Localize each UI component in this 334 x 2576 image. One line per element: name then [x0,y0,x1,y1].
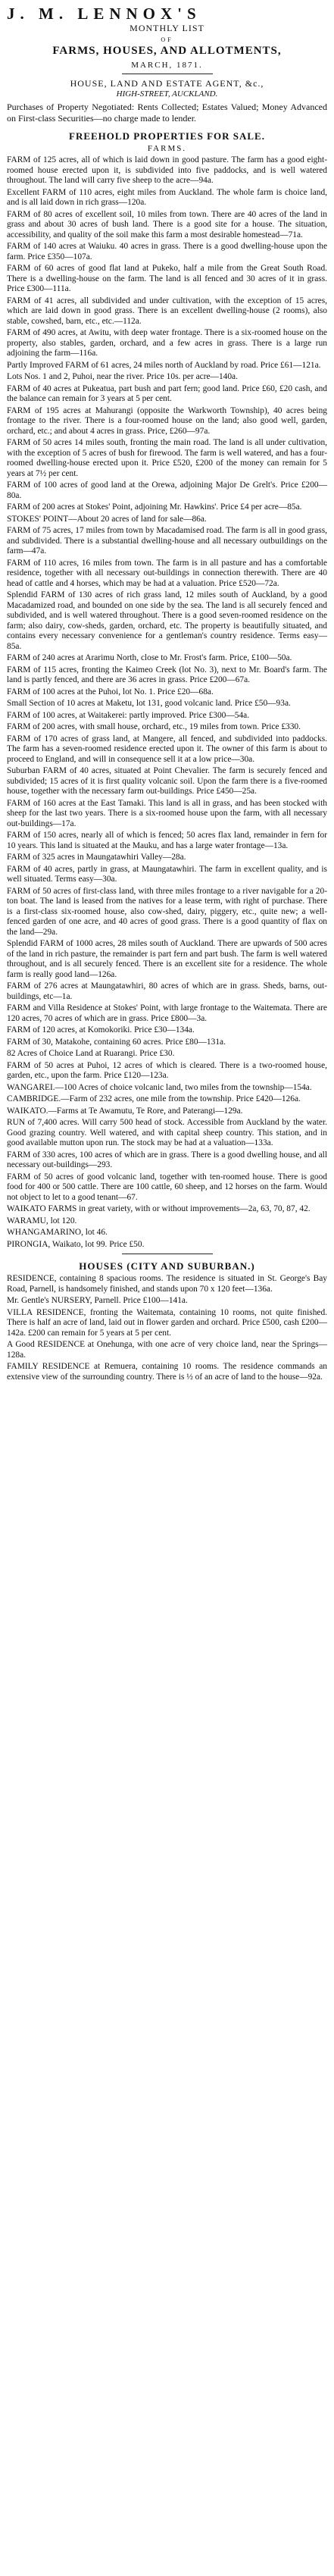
list-title: FARMS, HOUSES, AND ALLOTMENTS, [52,45,282,57]
listing-item: FARM of 200 acres, with small house, orchard, etc., 19 miles from town. Price £330. [7,722,301,731]
listing-item: Suburban FARM of 40 acres, situated at Point Chevalier. The farm is securely fenced and subdivided; 15 acres of it is first quality volcanic soil. Upon the farm there is a five-roomed house, together with the necessary farm out-buildings. Price £450—25a. [7,766,327,796]
listing-item: Lots Nos. 1 and 2, Puhoi, near the river. Price 10s. per acre—140a. [7,372,238,381]
listing-item: FARM of 115 acres, fronting the Kaimeo Creek (lot No. 3), next to Mr. Board's farm. The land is partly fenced, and there are 36 acres in grass. Price £200—67a. [7,665,327,684]
listing-item: FARM of 40 acres, partly in grass, at Maungatawhiri. The farm in excellent quality, and is well situated. Terms easy—30a. [7,864,327,884]
farms-subtitle: FARMS. [147,144,187,153]
listing-item: FARM of 80 acres of excellent soil, 10 miles from town. There are 40 acres of the land in grass and about 30 acres of bush land. There is a good site for a house. The situation, accessibility, and quality of the soil make this farm a most desirable homestead—71a. [7,209,327,239]
listing-item: FARM of 195 acres at Mahurangi (opposite the Warkworth Township), 40 acres being frontage to the river. There is a four-roomed house on the land; also good well, garden, orchard, etc.; and about 4 acres in grass. Price, £260—97a. [7,405,327,436]
listing-item: FARM of 100 acres at the Puhoi, lot No. 1. Price £20—68a. [7,687,214,696]
listing-item: WANGAREI.—100 Acres of choice volcanic land, two miles from the township—154a. [7,1082,312,1092]
listing-item: STOKES' POINT—About 20 acres of land for sale—86a. [7,514,207,524]
listing-item: WAIKATO FARMS in great variety, with or without improvements—2a, 63, 70, 87, 42. [7,1204,311,1213]
listing-item: FARM of 50 acres at Puhoi, 12 acres of which is cleared. There is a two-roomed house, garden, etc., upon the farm. Price £120—123a. [7,1060,327,1080]
listing-item: Mr. Gentle's NURSERY, Parnell. Price £100—141a. [7,1296,188,1305]
listing-item: PIRONGIA, Waikato, lot 99. Price £50. [7,1239,145,1249]
listing-item: Splendid FARM of 130 acres of rich grass land, 12 miles south of Auckland, by a good Macadamized road, and bounded on one side by the sea. The land is all securely fenced and subdivided, and is well watered throughout. There is a good seven-roomed residence on the farm; also dairy, cow-sheds, garden, orchard, etc. The property is beautifully situated, and contains every necessary convenience for a gentleman's country residence. Terms easy—85a. [7,590,327,651]
listing-item: WAIKATO.—Farms at Te Awamutu, Te Rore, and Paterangi—129a. [7,1106,243,1116]
listing-item: VILLA RESIDENCE, fronting the Waitemata, containing 10 rooms, not quite finished. There is half an acre of land, laid out in flower garden and orchard. Price £500, cash £200—142a. £200 can remain for 5 years at 5 per cent. [7,1307,327,1338]
listing-item: A Good RESIDENCE at Onehunga, with one acre of very choice land, near the Springs—128a. [7,1340,327,1360]
listing-item: FARM of 200 acres at Stokes' Point, adjoining Mr. Hawkins'. Price £4 per acre—85a. [7,502,302,512]
listing-item: FARM of 75 acres, 17 miles from town by Macadamised road. The farm is all in good grass, and subdivided. There is a substantial dwelling-house and all necessary outbuildings on the farm—47a. [7,526,327,556]
listing-item: Partly Improved FARM of 61 acres, 24 miles north of Auckland by road. Price £61—121a. [7,360,321,370]
listing-item: FARM of 125 acres, all of which is laid down in good pasture. The farm has a good eight-roomed house erected upon it, is subdivided into five paddocks, and is well watered throughout. The land will carry five sheep to the acre—94a. [7,155,327,185]
listing-item: FARM and Villa Residence at Stokes' Point, with large frontage to the Waitemata. There are 120 acres, 70 acres of which are in grass. Price £800—3a. [7,1003,327,1023]
listing-item: FARM of 40 acres at Pukeatua, part bush and part fern; good land. Price £60, £20 cash, and the balance can remain for 3 years at 5 per cent. [7,383,327,403]
listing-item: Splendid FARM of 1000 acres, 28 miles south of Auckland. There are upwards of 500 acres of the land in rich pasture, the remainder is part fern and part bush. The farm is well watered throughout, and is all securely fenced. There is an excellent site for a residence. The whole farm is really good land—126a. [7,939,327,979]
of-heading: OF [161,36,173,43]
listing-item: CAMBRIDGE.—Farm of 232 acres, one mile from the township. Price £420—126a. [7,1094,301,1103]
listing-item: FARM of 170 acres of grass land, at Mangere, all fenced, and subdivided into paddocks. The farm has a seven-roomed residence erected upon it. The owner of this farm is about to proceed to England, and will in consequence sell it at a low price—30a. [7,734,327,764]
listing-item: FARM of 140 acres at Waiuku. 40 acres in grass. There is a good dwelling-house upon the farm. Price £350—107a. [7,242,327,261]
street-address: HIGH-STREET, AUCKLAND. [116,89,218,99]
listing-item: RUN of 7,400 acres. Will carry 500 head of stock. Accessible from Auckland by the water. Good grazing country. Well watered, and with capital sheep country. This station, and in good available mutton upon run. The stock may be had at a valuation—133a. [7,1118,327,1147]
listing-item: FARM of 160 acres at the East Tamaki. This land is all in grass, and has been stocked with sheep for the last two years. There is a six-roomed house upon the farm, with all necessary out-buildings—17a. [7,798,327,828]
listing-item: FARM of 490 acres, at Awitu, with deep water frontage. There is a six-roomed house on the property, also stables, garden, orchard, and a few acres in grass. There is a large run adjoining the farm—116a. [7,328,327,358]
freehold-section-title: FREEHOLD PROPERTIES FOR SALE. [69,130,265,142]
listing-item: FARM of 150 acres, nearly all of which is fenced; 50 acres flax land, remainder in fern for 10 years. This land is situated at the Mauku, and has a large water frontage—13a. [7,831,327,850]
masthead: J. M. LENNOX'S [7,5,201,23]
listing-item: FARM of 30, Matakohe, containing 60 acres. Price £80—131a. [7,1037,226,1047]
listing-item: RESIDENCE, containing 8 spacious rooms. The residence is situated in St. George's Bay Road, Parnell, is handsomely finished, and stands upon 70 x 120 feet—136a. [7,1274,327,1294]
listing-item: FAMILY RESIDENCE at Remuera, containing 10 rooms. The residence commands an extensive view of the surrounding country. There is ½ of an acre of land to the house—92a. [7,1362,327,1382]
freehold-listings [7,155,327,1250]
listing-item: FARM of 325 acres in Maungatawhiri Valley—28a. [7,853,186,862]
listing-item: Small Section of 10 acres at Maketu, lot 131, good volcanic land. Price £50—93a. [7,699,291,708]
monthly-list-heading: MONTHLY LIST [130,23,204,33]
listing-item: FARM of 41 acres, all subdivided and under cultivation, with the exception of 15 acres, which are laid down in good grass. There is an excellent dwelling-house (2 rooms), also stable, cowshed, barn, etc., etc.—112a. [7,296,327,326]
services-note: Purchases of Property Negotiated: Rents Collected; Estates Valued; Money Advanced on First-class Securities—no charge made to lender. [7,102,327,124]
listing-item: FARM of 120 acres, at Komokoriki. Price £30—134a. [7,1025,195,1034]
houses-section-title: HOUSES (CITY AND SUBURBAN.) [79,1260,255,1272]
listing-item: Excellent FARM of 110 acres, eight miles from Auckland. The whole farm is choice land, and is all laid down in rich grass—120a. [7,187,327,207]
issue-date: MARCH, 1871. [131,61,203,70]
listing-item: WHANGAMARINO, lot 46. [7,1228,108,1237]
listing-item: WARAMU, lot 120. [7,1216,77,1225]
listing-item: 82 Acres of Choice Land at Ruarangi. Price £30. [7,1049,175,1058]
agent-heading: HOUSE, LAND AND ESTATE AGENT, &c., [70,78,264,89]
listing-item: FARM of 330 acres, 100 acres of which are in grass. There is a good dwelling house, and all necessary out-buildings—293. [7,1150,327,1169]
listing-item: FARM of 240 acres at Ararimu North, close to Mr. Frost's farm. Price, £100—50a. [7,653,292,662]
listing-item: FARM of 50 acres of first-class land, with three miles frontage to a river navigable for a 20-ton boat. The land is leased from the natives for a lease term, with right of purchase. There is a first-class six-roomed house, also cow-shed, dairy, piggery, etc., quite new; a well-fenced garden of one acre, and 40 acres of good grass. There is a good quantity of flax on the land—29a. [7,886,327,937]
listing-item: FARM of 50 acres of good volcanic land, together with ten-roomed house. There is good food for 400 or 500 cattle. There are 100 cattle, 60 sheep, and 12 horses on the farm. Would not object to let to a good tenant—67. [7,1172,327,1202]
house-listings [7,1274,327,1382]
listing-item: FARM of 100 acres, at Waitakerei: partly improved. Price £300—54a. [7,710,250,720]
listing-item: FARM of 110 acres, 16 miles from town. The farm is in all pasture and has a comfortable residence, together with all necessary out-buildings in connection therewith. There are 40 head of cattle and 4 horses, which may be had at a valuation. Price £520—72a. [7,558,327,588]
listing-item: FARM of 100 acres of good land at the Orewa, adjoining Major De Grelt's. Price £200—80a. [7,480,327,500]
listing-item: FARM of 276 acres at Maungatawhiri, 80 acres of which are in grass. Sheds, barns, out-buildings, etc—1a. [7,981,327,1001]
listing-item: FARM of 60 acres of good flat land at Pukeko, half a mile from the Great South Road. There is a dwelling-house on the farm. The land is all fenced and 30 acres of it in grass. Price £300—111a. [7,264,327,293]
listing-item: FARM of 50 acres 14 miles south, fronting the main road. The land is all under cultivation, with the exception of 5 acres of bush for firewood. The farm is well watered, and has a four-roomed dwelling-house erected upon it. Price £520, £200 of the money can remain for 5 years at 7½ per cent. [7,438,327,478]
